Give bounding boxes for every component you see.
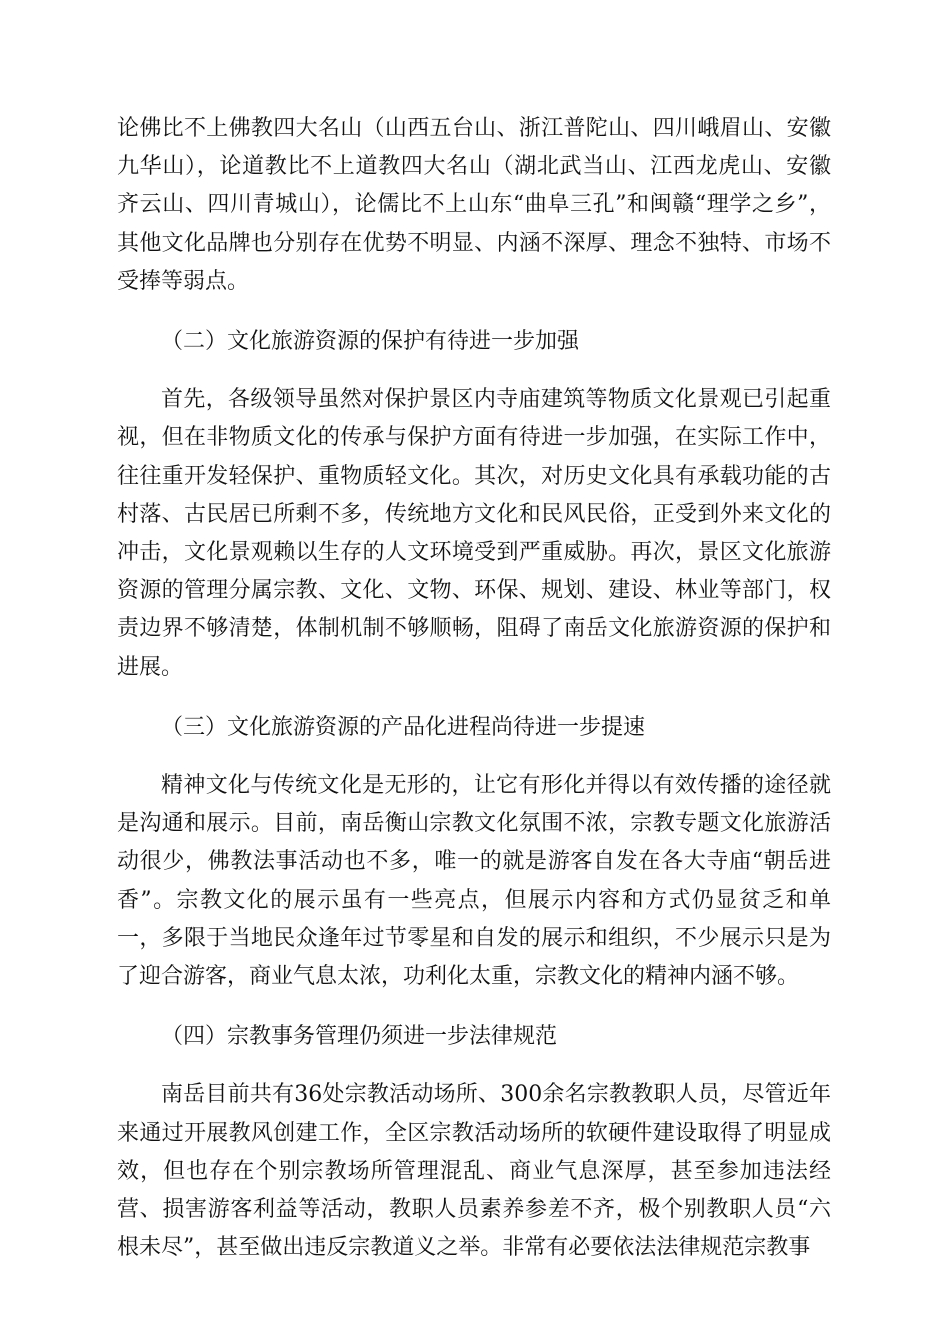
paragraph-section-4: 南岳目前共有36处宗教活动场所、300余名宗教教职人员，尽管近年来通过开展教风创建工作，全区宗教活动场所的软硬件建设取得了明显成效，但也存在个别宗教场所管理混乱、商业气息深厚，甚至参加违法经营、损害游客利益等活动，教职人员素养参差不齐，极个别教职人员“六根未尽”，甚至做出违反宗教道义之举。非常有必要依法法律规范宗教事 [117,1082,831,1261]
paragraph-continued: 论佛比不上佛教四大名山（山西五台山、浙江普陀山、四川峨眉山、安徽九华山），论道教比不上道教四大名山（湖北武当山、江西龙虎山、安徽齐云山、四川青城山），论儒比不上山东“曲阜三孔”和闽赣“理学之乡”，其他文化品牌也分别存在优势不明显、内涵不深厚、理念不独特、市场不受捧等弱点。 [117,116,831,294]
section-heading-2: （二）文化旅游资源的保护有待进一步加强 [161,329,580,355]
paragraph-section-2: 首先，各级领导虽然对保护景区内寺庙建筑等物质文化景观已引起重视，但在非物质文化的传承与保护方面有待进一步加强，在实际工作中，往往重开发轻保护、重物质轻文化。其次，对历史文化具有承载功能的古村落、古民居已所剩不多，传统地方文化和民风民俗，正受到外来文化的冲击，文化景观赖以生存的人文环境受到严重威胁。再次，景区文化旅游资源的管理分属宗教、文化、文物、环保、规划、建设、林业等部门，权责边界不够清楚，体制机制不够顺畅，阻碍了南岳文化旅游资源的保护和进展。 [117,387,831,680]
section-heading-3: （三）文化旅游资源的产品化进程尚待进一步提速 [161,714,646,740]
document-body [117,110,831,1267]
section-heading-4: （四）宗教事务管理仍须进一步法律规范 [161,1024,558,1050]
paragraph-section-3: 精神文化与传统文化是无形的，让它有形化并得以有效传播的途径就是沟通和展示。目前，南岳衡山宗教文化氛围不浓，宗教专题文化旅游活动很少，佛教法事活动也不多，唯一的就是游客自发在各大寺庙“朝岳进香”。宗教文化的展示虽有一些亮点，但展示内容和方式仍显贫乏和单一，多限于当地民众逢年过节零星和自发的展示和组织，不少展示只是为了迎合游客，商业气息太浓，功利化太重，宗教文化的精神内涵不够。 [117,773,831,990]
